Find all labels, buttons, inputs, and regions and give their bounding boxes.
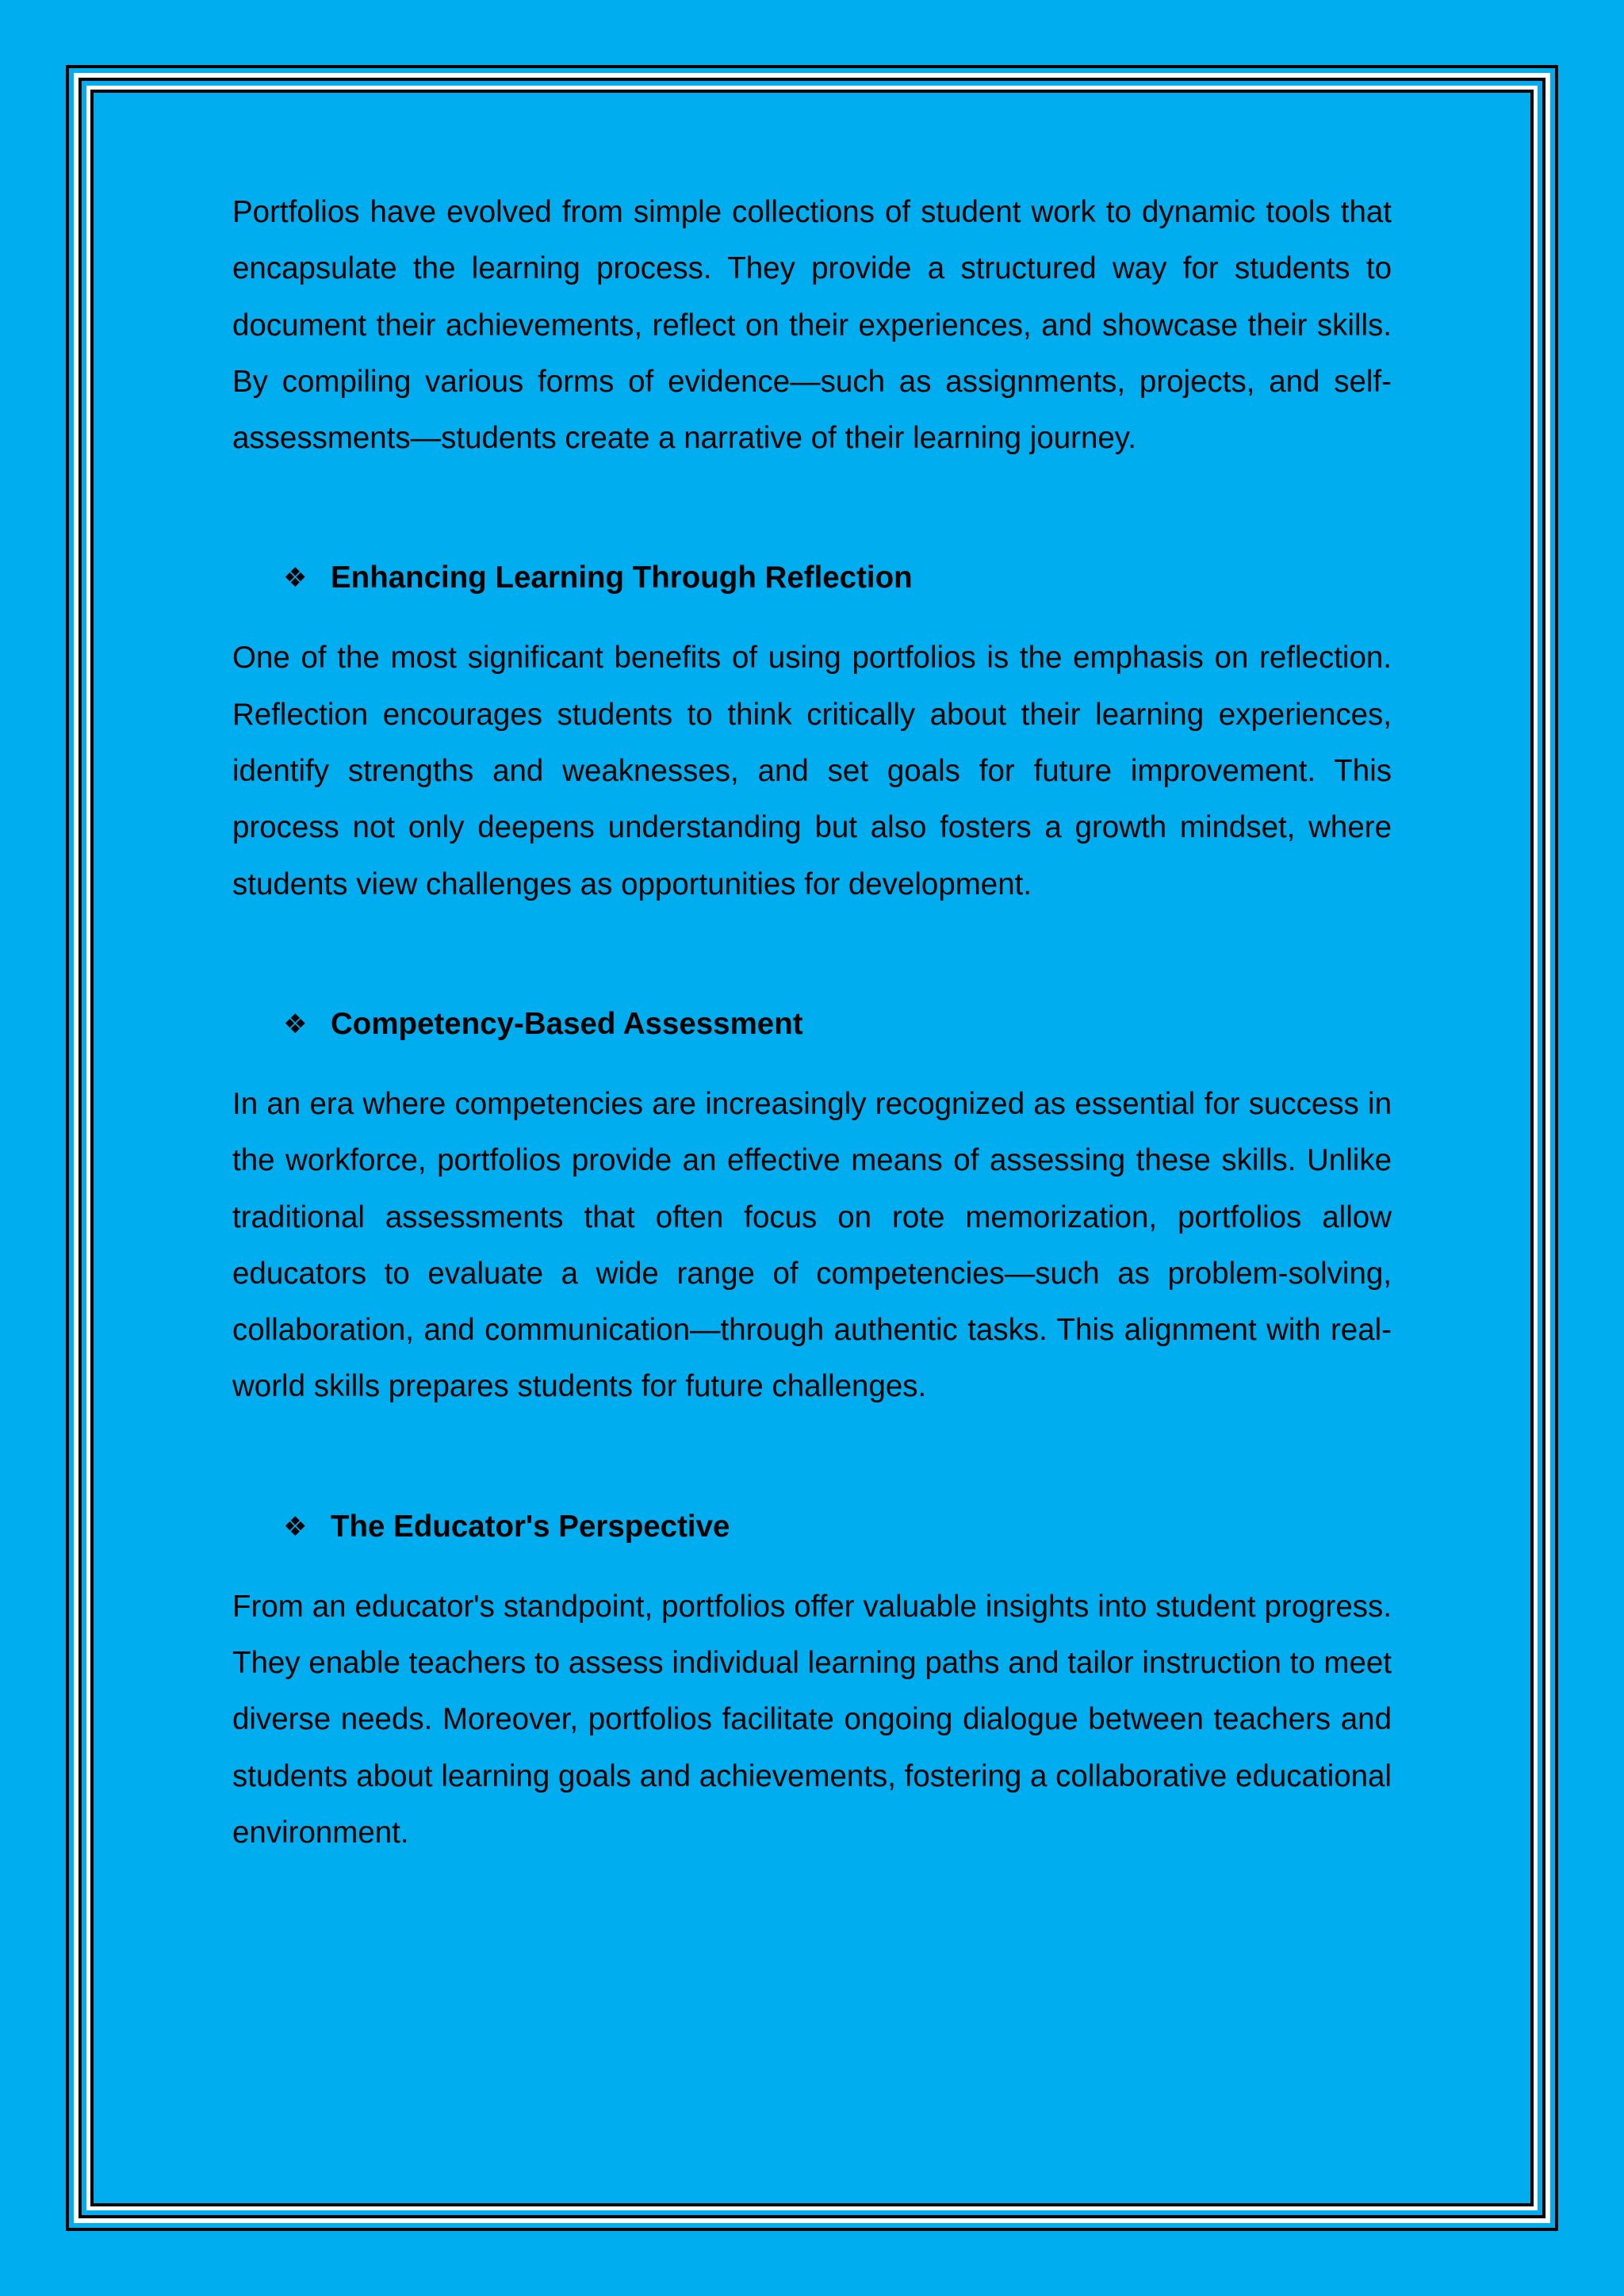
section-heading-text: The Educator's Perspective bbox=[331, 1509, 730, 1544]
section-heading-educator bbox=[283, 1507, 1392, 1547]
document-body bbox=[232, 184, 1392, 1861]
section-paragraph-educator: From an educator's standpoint, portfolios offer valuable insights into student progress. They enable teachers to assess individual learning paths and tailor instruction to meet diverse needs. Moreover, portfolios facilitate ongoing dialogue between teachers and students about learning goals and achievements, fostering a collaborative educational environment. bbox=[232, 1589, 1392, 1850]
section-heading-text: Competency-Based Assessment bbox=[331, 1006, 803, 1041]
diamond-bullet-icon: ❖ bbox=[283, 1511, 308, 1542]
section-heading-text: Enhancing Learning Through Reflection bbox=[331, 561, 913, 595]
section-paragraph-competency: In an era where competencies are increasingly recognized as essential for success in the workforce, portfolios provide an effective means of assessing these skills. Unlike traditional assessments that often focus on rote memorization, portfolios allow educators to evaluate a wide range of competencies—such as problem-solving, collaboration, and communication—through authentic tasks. This alignment with real-world skills prepares students for future challenges. bbox=[232, 1086, 1392, 1404]
section-heading-competency bbox=[283, 1004, 1392, 1044]
diamond-bullet-icon: ❖ bbox=[283, 563, 308, 594]
section-heading-reflection bbox=[283, 558, 1392, 598]
diamond-bullet-icon: ❖ bbox=[283, 1008, 308, 1039]
intro-paragraph: Portfolios have evolved from simple collections of student work to dynamic tools that encapsulate the learning process. They provide a structured way for students to document their achievements, reflect on their experiences, and showcase their skills. By compiling various forms of evidence—such as assignments, projects, and self-assessments—students create a narrative of their learning journey. bbox=[232, 195, 1392, 456]
section-paragraph-reflection: One of the most significant benefits of using portfolios is the emphasis on reflection. Reflection encourages students to think critically about their learning experiences, identify strengths and weaknesses, and set goals for future improvement. This process not only deepens understanding but also fosters a growth mindset, where students view challenges as opportunities for development. bbox=[232, 641, 1392, 901]
